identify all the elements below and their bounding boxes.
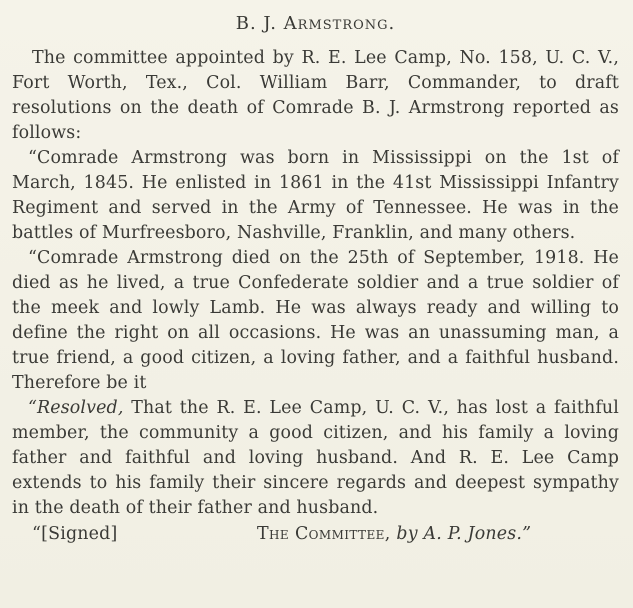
committee-label: The Committee, bbox=[257, 524, 391, 544]
title-name: Armstrong. bbox=[283, 13, 396, 34]
title-initials: B. J. bbox=[235, 13, 284, 34]
signer: by A. P. Jones.” bbox=[390, 524, 532, 544]
paragraph-birth: “Comrade Armstrong was born in Mississippi on the 1st of March, 1845. He enlisted in 1861 in the 41st Mississippi Infantry Regiment and served in the Army of Tennessee. He was in the battles of Murfreesboro, Nashville, Franklin, and many others. bbox=[12, 148, 619, 243]
resolved-text: That the R. E. Lee Camp, U. C. V., has lost a faithful member, the community a good citizen, and his family a loving father and faithful and loving husband. And R. E. Lee Camp extends to his family their sincere regards and deepest sympathy in the death of their father and husband. bbox=[12, 398, 619, 518]
signature-line bbox=[12, 522, 619, 547]
paragraph-intro: The committee appointed by R. E. Lee Camp, No. 158, U. C. V., Fort Worth, Tex., Col. William Barr, Commander, to draft resolutions on the death of Comrade B. J. Armstrong reported as follows: bbox=[12, 48, 619, 143]
signed-label: “[Signed] bbox=[32, 524, 118, 544]
paragraph-death: “Comrade Armstrong died on the 25th of September, 1918. He died as he lived, a true Confederate soldier and a true soldier of the meek and lowly Lamb. He was always ready and willing to define the right on all occasions. He was an unassuming man, a true friend, a good citizen, a loving father, and a faithful husband. Therefore be it bbox=[12, 248, 619, 393]
signature bbox=[257, 522, 531, 547]
paragraph-resolved bbox=[12, 396, 619, 521]
resolved-word: “Resolved, bbox=[28, 398, 124, 418]
article-title bbox=[12, 10, 619, 38]
